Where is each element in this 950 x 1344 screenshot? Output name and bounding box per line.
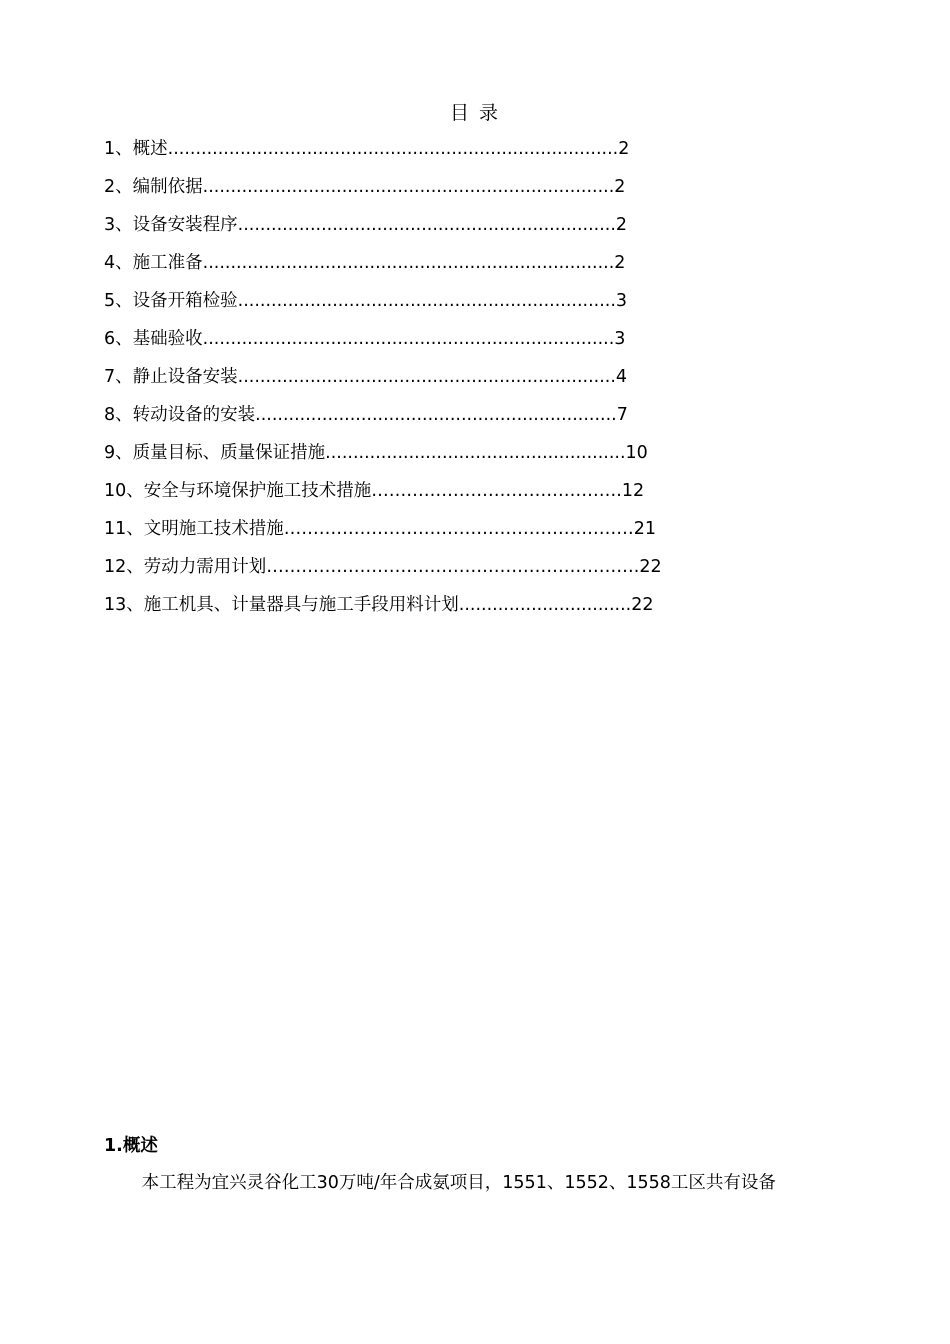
toc-item: 8、转动设备的安装.................................................................7: [104, 405, 628, 425]
toc-item: 5、设备开箱检验....................................................................3: [104, 291, 628, 311]
toc-list: [104, 136, 744, 630]
toc-item: 4、施工准备..........................................................................2: [104, 253, 626, 273]
toc-item: 10、安全与环境保护施工技术措施…………………………………….12: [104, 481, 645, 501]
toc-item: 12、劳动力需用计划……………………………………………………….22: [104, 557, 662, 577]
toc-item: 1、概述.................................................................................2: [104, 139, 630, 159]
toc-item: 7、静止设备安装....................................................................4: [104, 367, 628, 387]
toc-item: 13、施工机具、计量器具与施工手段用料计划...............................22: [104, 595, 654, 615]
body-paragraph: 本工程为宜兴灵谷化工30万吨/年合成氨项目，1551、1552、1558工区共有设备: [141, 1173, 776, 1193]
toc-item: 6、基础验收..........................................................................3: [104, 329, 626, 349]
toc-item: 11、文明施工技术措施……………………………………………………21: [104, 519, 657, 539]
toc-item: 3、设备安装程序....................................................................2: [104, 215, 628, 235]
toc-item: 2、编制依据..........................................................................2: [104, 177, 626, 197]
section-heading: 1.概述: [104, 1136, 158, 1156]
toc-item: 9、质量目标、质量保证措施......................................................10: [104, 443, 648, 463]
toc-title: 目 录: [449, 102, 501, 124]
